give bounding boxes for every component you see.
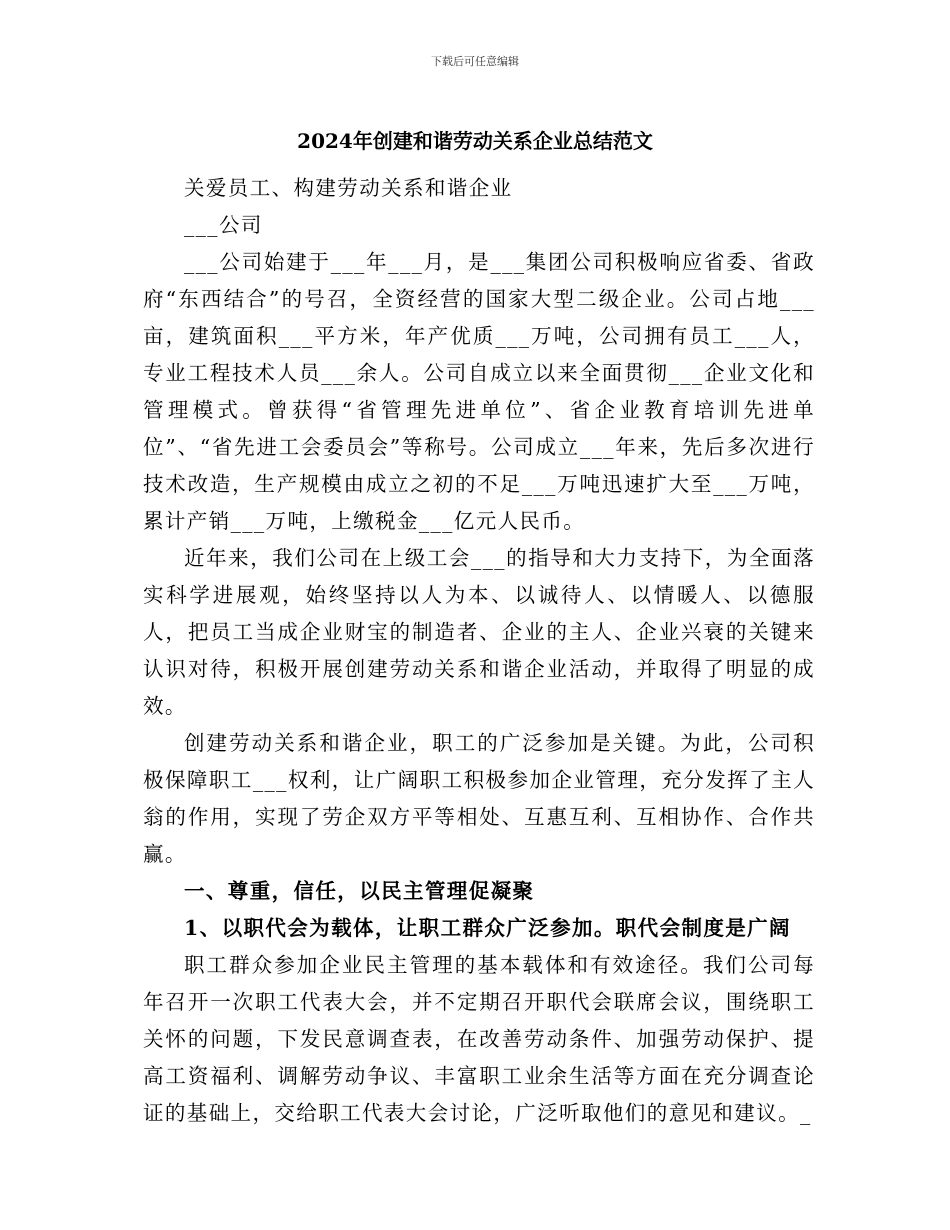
subtitle-paragraph: 关爱员工、构建劳动关系和谐企业 (184, 176, 513, 200)
company-line: ___公司 (184, 213, 263, 237)
participation-paragraph: 创建劳动关系和谐企业，职工的广泛参加是关键。为此，公司积极保障职工___权利，让广阔职工积极参加企业管理，充分发挥了主人翁的作用，实现了劳企双方平等相处、互惠互利、互相协作、合作共赢。 (143, 731, 815, 866)
header-note: 下载后可任意编辑 (431, 55, 519, 68)
recent-years-paragraph: 近年来，我们公司在上级工会___的指导和大力支持下，为全面落实科学进展观，始终坚持以人为本、以诚待人、以情暖人、以德服人，把员工当成企业财宝的制造者、企业的主人、企业兴衰的关键来认识对待，积极开展创建劳动关系和谐企业活动，并取得了明显的成效。 (143, 546, 815, 718)
subsection-heading-1: 1、以职代会为载体，让职工群众广泛参加。职代会制度是广阔 (184, 916, 791, 940)
section-heading-1: 一、尊重，信任，以民主管理促凝聚 (184, 879, 535, 903)
document-body (143, 170, 815, 1132)
intro-paragraph: ___公司始建于___年___月，是___集团公司积极响应省委、省政府“东西结合”的号召，全资经营的国家大型二级企业。公司占地___亩，建筑面积___平方米，年产优质___万吨，公司拥有员工___人，专业工程技术人员___余人。公司自成立以来全面贯彻___企业文化和管理模式。曾获得“省管理先进单位”、省企业教育培训先进单位”、“省先进工会委员会”等称号。公司成立___年来，先后多次进行技术改造，生产规模由成立之初的不足___万吨迅速扩大至___万吨，累计产销___万吨，上缴税金___亿元人民币。 (143, 250, 815, 533)
congress-paragraph: 职工群众参加企业民主管理的基本载体和有效途径。我们公司每年召开一次职工代表大会，并不定期召开职代会联席会议，围绕职工关怀的问题，下发民意调查表，在改善劳动条件、加强劳动保护、提高工资福利、调解劳动争议、丰富职工业余生活等方面在充分调查论证的基础上，交给职工代表大会讨论，广泛听取他们的意见和建议。_ (143, 953, 815, 1125)
document-title: 2024年创建和谐劳动关系企业总结范文 (297, 129, 653, 153)
